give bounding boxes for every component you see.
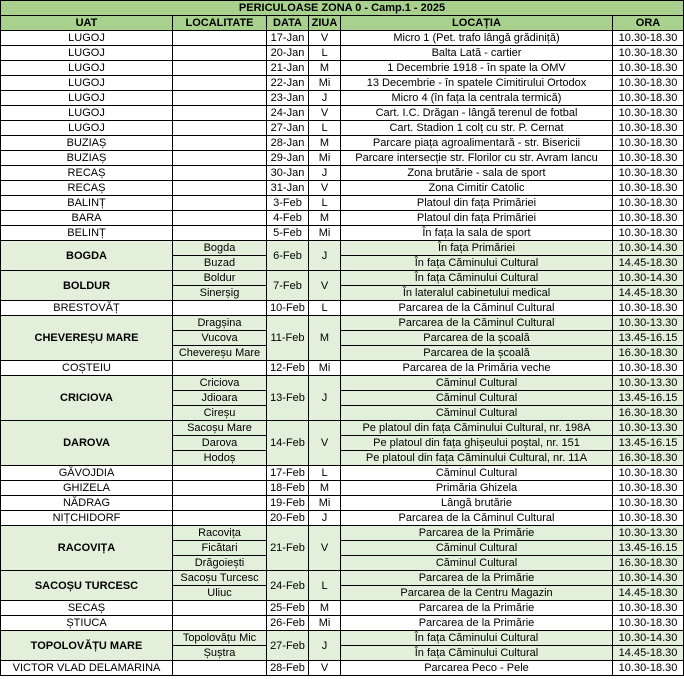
cell-locatia: Parcarea de la Primăria veche xyxy=(341,361,613,376)
cell-data: 11-Feb xyxy=(267,316,309,361)
cell-uat: BELINȚ xyxy=(1,226,173,241)
cell-uat: BARA xyxy=(1,211,173,226)
cell-ora: 10.30-18.30 xyxy=(613,481,684,496)
cell-uat: BOLDUR xyxy=(1,271,173,301)
cell-data: 22-Jan xyxy=(267,76,309,91)
cell-localitate: Drăgoiești xyxy=(173,556,267,571)
cell-ziua: L xyxy=(309,46,341,61)
cell-localitate xyxy=(173,226,267,241)
cell-uat: BOGDA xyxy=(1,241,173,271)
cell-data: 10-Feb xyxy=(267,301,309,316)
cell-locatia: 1 Decembrie 1918 - în spate la OMV xyxy=(341,61,613,76)
cell-ora: 10.30-18.30 xyxy=(613,61,684,76)
cell-uat: RACOVIȚA xyxy=(1,526,173,571)
cell-ora: 10.30-18.30 xyxy=(613,616,684,631)
cell-uat: BALINȚ xyxy=(1,196,173,211)
cell-ora: 10.30-14.30 xyxy=(613,571,684,586)
cell-localitate: Jdioara xyxy=(173,391,267,406)
cell-ora: 10.30-18.30 xyxy=(613,91,684,106)
cell-locatia: Parcarea de la Centru Magazin xyxy=(341,586,613,601)
header-ziua: ZIUA xyxy=(309,16,341,31)
header-locatia: LOCAȚIA xyxy=(341,16,613,31)
cell-localitate: Bogda xyxy=(173,241,267,256)
table-row xyxy=(1,481,684,496)
cell-locatia: În fața Căminului Cultural xyxy=(341,256,613,271)
cell-localitate xyxy=(173,46,267,61)
cell-ora: 16.30-18.30 xyxy=(613,406,684,421)
cell-localitate: Uliuc xyxy=(173,586,267,601)
cell-locatia: Platoul din fața Primăriei xyxy=(341,196,613,211)
table-row xyxy=(1,526,684,541)
cell-locatia: Pe platoul din fața Căminului Cultural, nr. 198A xyxy=(341,421,613,436)
cell-locatia: Zona Cimitir Catolic xyxy=(341,181,613,196)
cell-locatia: În fața Căminului Cultural xyxy=(341,271,613,286)
cell-data: 31-Jan xyxy=(267,181,309,196)
cell-uat: NĂDRAG xyxy=(1,496,173,511)
cell-ziua: J xyxy=(309,631,341,661)
cell-locatia: Parcarea de la școală xyxy=(341,331,613,346)
cell-ora: 10.30-18.30 xyxy=(613,151,684,166)
cell-uat: LUGOJ xyxy=(1,106,173,121)
cell-data: 17-Jan xyxy=(267,31,309,46)
cell-ora: 10.30-18.30 xyxy=(613,226,684,241)
table-row xyxy=(1,271,684,286)
cell-ora: 10.30-18.30 xyxy=(613,466,684,481)
cell-localitate xyxy=(173,151,267,166)
cell-localitate xyxy=(173,466,267,481)
cell-localitate xyxy=(173,181,267,196)
cell-ora: 10.30-13.30 xyxy=(613,316,684,331)
cell-ziua: V xyxy=(309,526,341,571)
cell-ziua: L xyxy=(309,466,341,481)
cell-locatia: Platoul din fața Primăriei xyxy=(341,211,613,226)
cell-localitate xyxy=(173,106,267,121)
cell-ziua: J xyxy=(309,91,341,106)
cell-localitate xyxy=(173,121,267,136)
cell-data: 12-Feb xyxy=(267,361,309,376)
cell-locatia: Căminul Cultural xyxy=(341,376,613,391)
cell-data: 28-Feb xyxy=(267,661,309,676)
cell-ziua: V xyxy=(309,181,341,196)
cell-ziua: M xyxy=(309,61,341,76)
cell-ziua: V xyxy=(309,271,341,301)
cell-uat: ȘTIUCA xyxy=(1,616,173,631)
table-title: PERICULOASE ZONA 0 - Camp.1 - 2025 xyxy=(1,1,684,16)
header-uat: UAT xyxy=(1,16,173,31)
cell-localitate: Darova xyxy=(173,436,267,451)
cell-data: 17-Feb xyxy=(267,466,309,481)
cell-data: 27-Feb xyxy=(267,631,309,661)
cell-ora: 10.30-14.30 xyxy=(613,631,684,646)
cell-locatia: Primăria Ghizela xyxy=(341,481,613,496)
cell-localitate: Racovița xyxy=(173,526,267,541)
cell-data: 26-Feb xyxy=(267,616,309,631)
cell-data: 18-Feb xyxy=(267,481,309,496)
cell-ziua: Mi xyxy=(309,616,341,631)
table-row xyxy=(1,31,684,46)
table-row xyxy=(1,121,684,136)
cell-ziua: V xyxy=(309,421,341,466)
table-row xyxy=(1,466,684,481)
table-row xyxy=(1,226,684,241)
cell-uat: LUGOJ xyxy=(1,31,173,46)
table-row xyxy=(1,421,684,436)
cell-localitate xyxy=(173,31,267,46)
cell-data: 25-Feb xyxy=(267,601,309,616)
cell-locatia: Căminul Cultural xyxy=(341,391,613,406)
cell-data: 27-Jan xyxy=(267,121,309,136)
table-row xyxy=(1,76,684,91)
table-row xyxy=(1,106,684,121)
cell-uat: BUZIAȘ xyxy=(1,136,173,151)
cell-ziua: L xyxy=(309,571,341,601)
cell-localitate xyxy=(173,301,267,316)
cell-uat: GHIZELA xyxy=(1,481,173,496)
cell-localitate xyxy=(173,136,267,151)
table-row xyxy=(1,196,684,211)
cell-ora: 10.30-14.30 xyxy=(613,271,684,286)
cell-locatia: 13 Decembrie - în spatele Cimitirului Ortodox xyxy=(341,76,613,91)
cell-data: 5-Feb xyxy=(267,226,309,241)
cell-data: 28-Jan xyxy=(267,136,309,151)
cell-data: 7-Feb xyxy=(267,271,309,301)
cell-uat: RECAȘ xyxy=(1,181,173,196)
cell-data: 24-Feb xyxy=(267,571,309,601)
cell-localitate xyxy=(173,76,267,91)
table-row xyxy=(1,601,684,616)
cell-ora: 14.45-18.30 xyxy=(613,586,684,601)
cell-uat: LUGOJ xyxy=(1,46,173,61)
cell-ora: 10.30-18.30 xyxy=(613,136,684,151)
cell-data: 19-Feb xyxy=(267,496,309,511)
cell-locatia: Parcarea Peco - Pele xyxy=(341,661,613,676)
cell-ziua: Mi xyxy=(309,496,341,511)
cell-ora: 10.30-18.30 xyxy=(613,46,684,61)
cell-locatia: În fața Căminului Cultural xyxy=(341,646,613,661)
cell-ora: 14.45-18.30 xyxy=(613,256,684,271)
cell-uat: TOPOLOVĂȚU MARE xyxy=(1,631,173,661)
table-row xyxy=(1,46,684,61)
cell-localitate: Buzad xyxy=(173,256,267,271)
cell-ora: 16.30-18.30 xyxy=(613,556,684,571)
cell-uat: CRICIOVA xyxy=(1,376,173,421)
cell-ora: 10.30-18.30 xyxy=(613,76,684,91)
cell-localitate xyxy=(173,661,267,676)
cell-ora: 14.45-18.30 xyxy=(613,646,684,661)
cell-localitate xyxy=(173,481,267,496)
header-ora: ORA xyxy=(613,16,684,31)
cell-ziua: M xyxy=(309,211,341,226)
cell-ziua: Mi xyxy=(309,226,341,241)
table-row xyxy=(1,241,684,256)
cell-uat: SECAȘ xyxy=(1,601,173,616)
cell-locatia: Lângă brutărie xyxy=(341,496,613,511)
cell-ora: 10.30-18.30 xyxy=(613,121,684,136)
cell-ziua: L xyxy=(309,121,341,136)
cell-localitate xyxy=(173,361,267,376)
cell-data: 4-Feb xyxy=(267,211,309,226)
cell-ziua: V xyxy=(309,31,341,46)
cell-uat: BRESTOVĂȚ xyxy=(1,301,173,316)
cell-ziua: M xyxy=(309,316,341,361)
cell-ora: 10.30-18.30 xyxy=(613,301,684,316)
table-row xyxy=(1,496,684,511)
cell-localitate: Boldur xyxy=(173,271,267,286)
cell-localitate xyxy=(173,616,267,631)
cell-uat: COȘTEIU xyxy=(1,361,173,376)
cell-uat: GĂVOJDIA xyxy=(1,466,173,481)
cell-ora: 10.30-18.30 xyxy=(613,196,684,211)
cell-localitate xyxy=(173,511,267,526)
cell-locatia: În fața Primăriei xyxy=(341,241,613,256)
cell-ziua: V xyxy=(309,661,341,676)
table-row xyxy=(1,316,684,331)
cell-ora: 10.30-18.30 xyxy=(613,661,684,676)
cell-ora: 10.30-18.30 xyxy=(613,211,684,226)
cell-ziua: J xyxy=(309,511,341,526)
cell-ziua: Mi xyxy=(309,151,341,166)
table-row xyxy=(1,616,684,631)
cell-ora: 10.30-13.30 xyxy=(613,421,684,436)
cell-locatia: Balta Lată - cartier xyxy=(341,46,613,61)
schedule-body xyxy=(1,31,684,676)
cell-localitate: Ficătari xyxy=(173,541,267,556)
table-row xyxy=(1,166,684,181)
cell-localitate xyxy=(173,211,267,226)
table-row xyxy=(1,91,684,106)
cell-locatia: În fața la sala de sport xyxy=(341,226,613,241)
cell-locatia: Căminul Cultural xyxy=(341,406,613,421)
cell-localitate: Cireșu xyxy=(173,406,267,421)
cell-locatia: Parcarea de la Căminul Cultural xyxy=(341,511,613,526)
cell-ziua: M xyxy=(309,481,341,496)
cell-localitate: Șuștra xyxy=(173,646,267,661)
cell-data: 29-Jan xyxy=(267,151,309,166)
cell-data: 21-Jan xyxy=(267,61,309,76)
header-localitate: LOCALITATE xyxy=(173,16,267,31)
cell-localitate: Topolovățu Mic xyxy=(173,631,267,646)
cell-uat: DAROVA xyxy=(1,421,173,466)
cell-locatia: Pe platoul din fața Căminului Cultural, nr. 11A xyxy=(341,451,613,466)
table-row xyxy=(1,136,684,151)
cell-ziua: J xyxy=(309,166,341,181)
cell-ora: 10.30-18.30 xyxy=(613,181,684,196)
table-row xyxy=(1,181,684,196)
cell-ziua: M xyxy=(309,601,341,616)
cell-locatia: Parcarea de la Primărie xyxy=(341,601,613,616)
cell-ziua: V xyxy=(309,106,341,121)
table-row xyxy=(1,511,684,526)
cell-ora: 10.30-14.30 xyxy=(613,241,684,256)
cell-ziua: J xyxy=(309,376,341,421)
cell-locatia: Parcarea de la Primărie xyxy=(341,526,613,541)
cell-ora: 13.45-16.15 xyxy=(613,331,684,346)
cell-localitate: Hodoș xyxy=(173,451,267,466)
cell-localitate xyxy=(173,166,267,181)
cell-localitate: Vucova xyxy=(173,331,267,346)
header-data: DATA xyxy=(267,16,309,31)
cell-uat: NIȚCHIDORF xyxy=(1,511,173,526)
cell-ora: 10.30-13.30 xyxy=(613,526,684,541)
cell-locatia: Parcarea de la Căminul Cultural xyxy=(341,316,613,331)
cell-ziua: Mi xyxy=(309,76,341,91)
cell-ziua: M xyxy=(309,136,341,151)
cell-locatia: Căminul Cultural xyxy=(341,466,613,481)
table-row xyxy=(1,301,684,316)
cell-data: 6-Feb xyxy=(267,241,309,271)
table-row xyxy=(1,151,684,166)
cell-locatia: Cart. Stadion 1 colț cu str. P. Cernat xyxy=(341,121,613,136)
table-row xyxy=(1,661,684,676)
table-row xyxy=(1,61,684,76)
cell-localitate: Sacoșu Mare xyxy=(173,421,267,436)
cell-ora: 10.30-13.30 xyxy=(613,376,684,391)
cell-ora: 14.45-18.30 xyxy=(613,286,684,301)
cell-localitate: Criciova xyxy=(173,376,267,391)
cell-locatia: Zona brutărie - sala de sport xyxy=(341,166,613,181)
cell-uat: VICTOR VLAD DELAMARINA xyxy=(1,661,173,676)
cell-locatia: Parcare intersecție str. Florilor cu str. Avram Iancu xyxy=(341,151,613,166)
cell-localitate: Sinerșig xyxy=(173,286,267,301)
cell-data: 23-Jan xyxy=(267,91,309,106)
cell-locatia: Căminul Cultural xyxy=(341,556,613,571)
cell-uat: LUGOJ xyxy=(1,76,173,91)
cell-ora: 10.30-18.30 xyxy=(613,361,684,376)
cell-locatia: Parcarea de la școală xyxy=(341,346,613,361)
cell-ora: 10.30-18.30 xyxy=(613,511,684,526)
cell-uat: RECAȘ xyxy=(1,166,173,181)
cell-ora: 10.30-18.30 xyxy=(613,106,684,121)
cell-localitate xyxy=(173,61,267,76)
cell-data: 24-Jan xyxy=(267,106,309,121)
cell-localitate xyxy=(173,196,267,211)
table-row xyxy=(1,631,684,646)
cell-locatia: Parcare piața agroalimentară - str. Bisericii xyxy=(341,136,613,151)
cell-localitate xyxy=(173,601,267,616)
cell-uat: SACOȘU TURCESC xyxy=(1,571,173,601)
table-row xyxy=(1,376,684,391)
cell-ziua: L xyxy=(309,196,341,211)
cell-ora: 10.30-18.30 xyxy=(613,601,684,616)
cell-locatia: Parcarea de la Primărie xyxy=(341,571,613,586)
cell-localitate: Chevereșu Mare xyxy=(173,346,267,361)
cell-localitate: Dragșina xyxy=(173,316,267,331)
cell-data: 20-Feb xyxy=(267,511,309,526)
cell-ora: 16.30-18.30 xyxy=(613,451,684,466)
cell-ziua: Mi xyxy=(309,361,341,376)
cell-data: 3-Feb xyxy=(267,196,309,211)
cell-data: 14-Feb xyxy=(267,421,309,466)
cell-ora: 10.30-18.30 xyxy=(613,166,684,181)
cell-ziua: L xyxy=(309,301,341,316)
cell-ora: 10.30-18.30 xyxy=(613,31,684,46)
table-row xyxy=(1,211,684,226)
cell-data: 30-Jan xyxy=(267,166,309,181)
cell-ora: 13.45-16.15 xyxy=(613,541,684,556)
cell-ora: 10.30-18.30 xyxy=(613,496,684,511)
cell-locatia: Cart. I.C. Drăgan - lângă terenul de fotbal xyxy=(341,106,613,121)
table-row xyxy=(1,571,684,586)
cell-data: 20-Jan xyxy=(267,46,309,61)
cell-uat: CHEVEREȘU MARE xyxy=(1,316,173,361)
cell-localitate xyxy=(173,496,267,511)
cell-locatia: Parcarea de la Căminul Cultural xyxy=(341,301,613,316)
cell-locatia: În lateralul cabinetului medical xyxy=(341,286,613,301)
cell-uat: LUGOJ xyxy=(1,91,173,106)
cell-uat: LUGOJ xyxy=(1,121,173,136)
cell-locatia: Parcarea de la Primărie xyxy=(341,616,613,631)
cell-locatia: Micro 1 (Pet. trafo lângă grădiniță) xyxy=(341,31,613,46)
cell-locatia: În fața Căminului Cultural xyxy=(341,631,613,646)
cell-ora: 16.30-18.30 xyxy=(613,346,684,361)
cell-uat: LUGOJ xyxy=(1,61,173,76)
cell-data: 21-Feb xyxy=(267,526,309,571)
cell-ziua: J xyxy=(309,241,341,271)
cell-localitate xyxy=(173,91,267,106)
cell-locatia: Pe platoul din fața ghișeului poștal, nr. 151 xyxy=(341,436,613,451)
cell-ora: 13.45-16.15 xyxy=(613,436,684,451)
cell-locatia: Căminul Cultural xyxy=(341,541,613,556)
table-row xyxy=(1,361,684,376)
cell-localitate: Sacoșu Turcesc xyxy=(173,571,267,586)
cell-locatia: Micro 4 (în fața la centrala termică) xyxy=(341,91,613,106)
cell-data: 13-Feb xyxy=(267,376,309,421)
cell-uat: BUZIAȘ xyxy=(1,151,173,166)
cell-ora: 13.45-16.15 xyxy=(613,391,684,406)
